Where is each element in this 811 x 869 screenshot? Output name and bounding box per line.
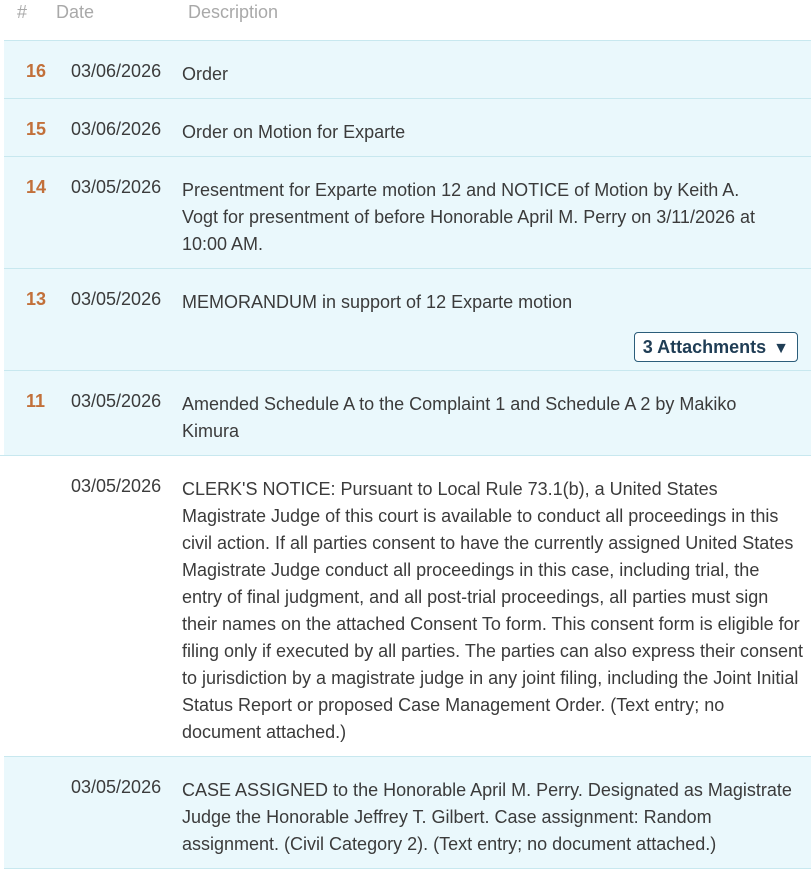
docket-entry-14 [4,156,811,268]
entry-number[interactable]: 14 [26,177,47,197]
entry-date: 03/05/2026 [71,476,162,496]
entry-date: 03/05/2026 [71,177,162,197]
entry-date: 03/06/2026 [71,61,162,81]
header-description: Description [188,2,279,22]
triangle-down-icon: ▼ [773,340,789,357]
entry-number[interactable]: 16 [26,61,47,81]
entry-date: 03/05/2026 [71,777,162,797]
entry-description: Order on Motion for Exparte [182,122,406,142]
docket-entry-15 [4,98,811,156]
entry-number[interactable]: 15 [26,119,47,139]
entry-date: 03/05/2026 [71,289,162,309]
docket-entry-case-assigned [4,756,811,869]
attachments-toggle-button[interactable] [634,332,798,362]
docket-entry-13 [4,268,811,370]
entry-description: MEMORANDUM in support of 12 Exparte motion [182,292,573,312]
docket-entry-16 [4,40,811,98]
table-header [0,0,811,40]
entry-number[interactable]: 13 [26,289,47,309]
entry-description: CASE ASSIGNED to the Honorable April M. Perry. Designated as Magistrate Judge the Honorable Jeffrey T. Gilbert. Case assignment: Random assignment. (Civil Category 2). (Text entry; no document attached.) [182,780,792,854]
entry-description: CLERK'S NOTICE: Pursuant to Local Rule 73.1(b), a United States Magistrate Judge of this court is available to conduct all proceedings in this civil action. If all parties consent to have the currently assigned United States Magistrate Judge conduct all proceedings in this case, including trial, the entry of final judgment, and all post-trial proceedings, all parties must sign their names on the attached Consent To form. This consent form is eligible for filing only if executed by all parties. The parties can also express their consent to jurisdiction by a magistrate judge in any joint filing, including the Joint Initial Status Report or proposed Case Management Order. (Text entry; no document attached.) [182,479,803,742]
header-date: Date [56,2,95,22]
entry-number[interactable]: 11 [26,391,46,411]
header-number: # [17,2,28,22]
entry-date: 03/06/2026 [71,119,162,139]
entry-date: 03/05/2026 [71,391,162,411]
attachments-label: 3 Attachments [642,337,767,357]
docket-entry-clerks-notice [0,455,811,756]
entry-description: Amended Schedule A to the Complaint 1 and Schedule A 2 by Makiko Kimura [182,394,737,441]
docket-entry-11 [4,370,811,455]
entry-description: Order [182,64,229,84]
entry-description: Presentment for Exparte motion 12 and NOTICE of Motion by Keith A. Vogt for presentment of before Honorable April M. Perry on 3/11/2026 at 10:00 AM. [182,180,756,254]
